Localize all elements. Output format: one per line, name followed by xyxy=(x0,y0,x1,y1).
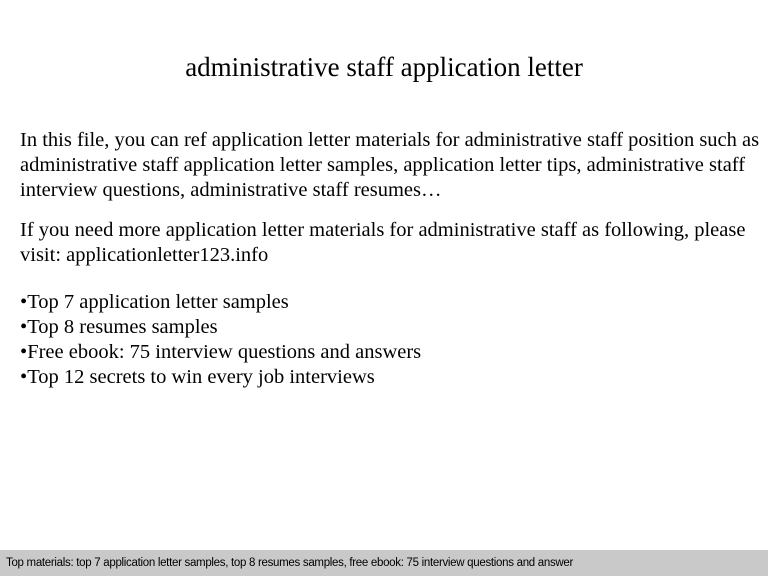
list-item: • Free ebook: 75 interview questions and answers xyxy=(20,340,421,365)
visit-paragraph: If you need more application letter materials for administrative staff as following, please visit: applicationletter123.info xyxy=(20,219,746,266)
footer-bar: Top materials: top 7 application letter samples, top 8 resumes samples, free ebook: 75 interview questions and answer xyxy=(0,550,768,576)
list-item: • Top 7 application letter samples xyxy=(20,290,421,315)
intro-paragraph: In this file, you can ref application letter materials for administrative staff position such as administrative staff application letter samples, application letter tips, administrative staff interview questions, administrative staff resumes… xyxy=(20,129,760,201)
list-item: • Top 8 resumes samples xyxy=(20,315,421,340)
list-item: • Top 12 secrets to win every job interviews xyxy=(20,365,421,390)
materials-list xyxy=(20,290,421,390)
page-title: administrative staff application letter xyxy=(185,52,583,82)
